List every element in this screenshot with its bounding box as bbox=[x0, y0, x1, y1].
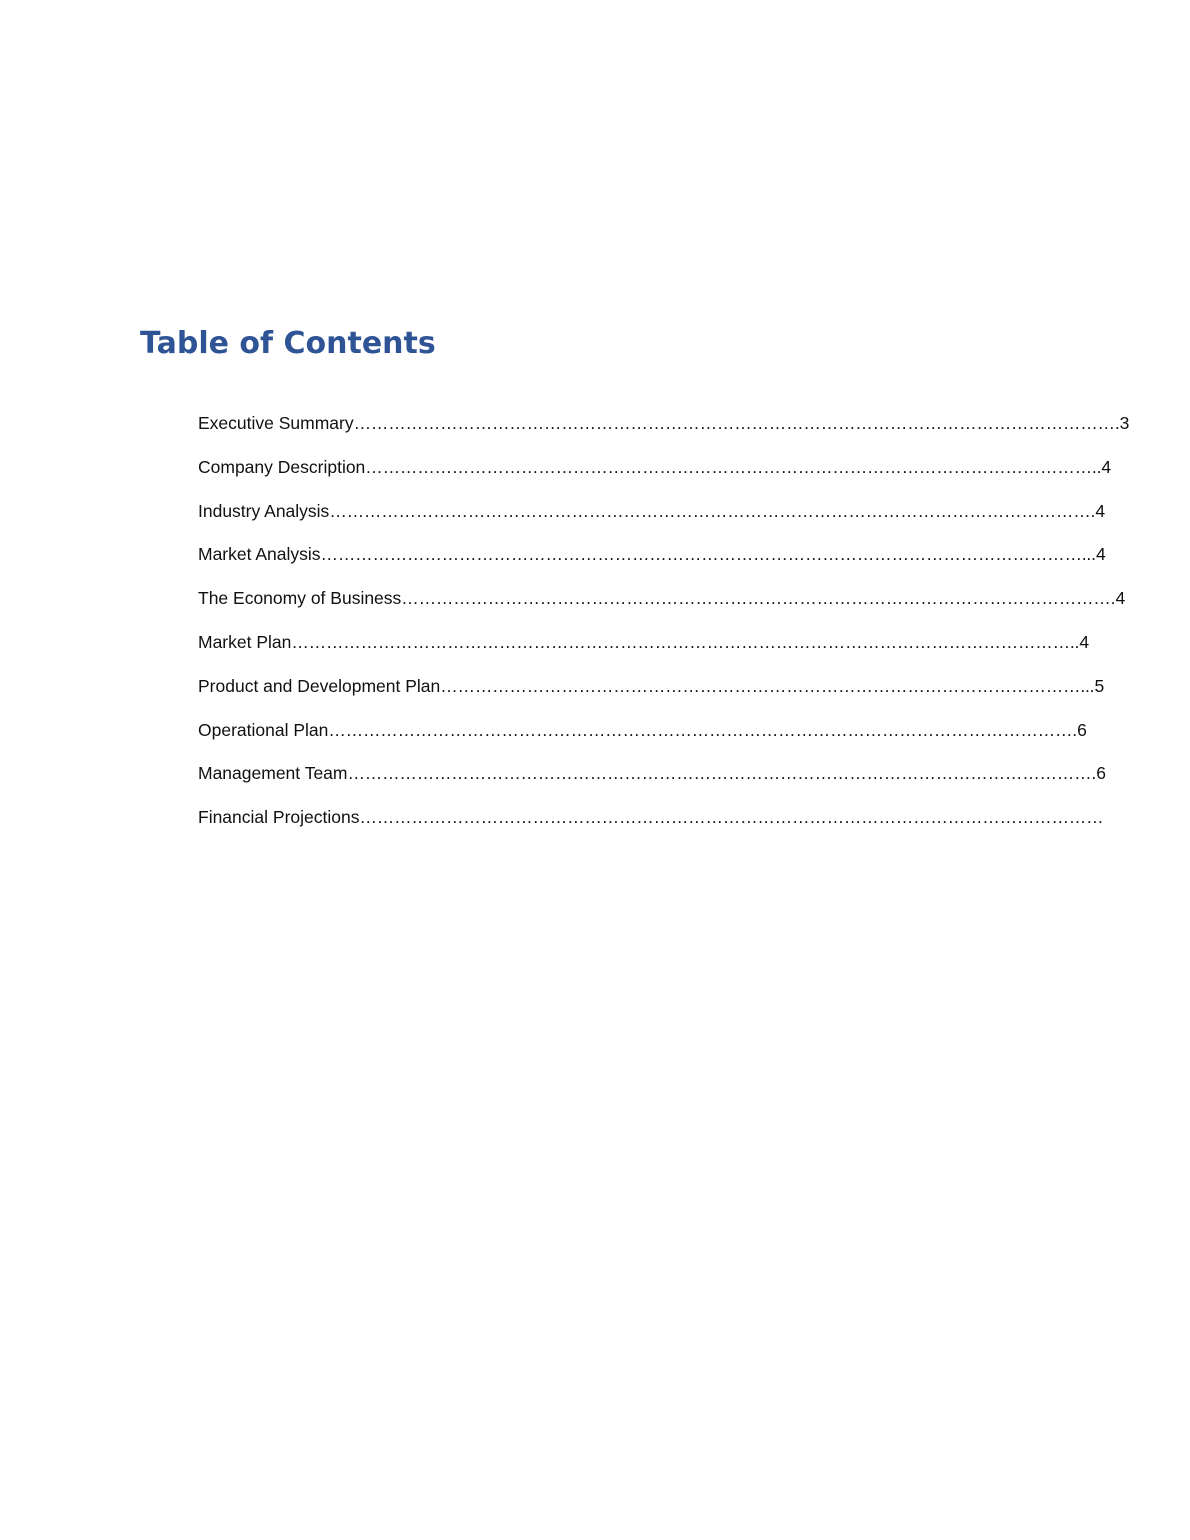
toc-entry-label: Company Description bbox=[198, 456, 366, 477]
toc-entry-operational-plan[interactable] bbox=[198, 715, 1129, 759]
toc-entry-label: Market Plan bbox=[198, 631, 292, 652]
toc-entry-market-analysis[interactable] bbox=[198, 539, 1129, 583]
toc-entry-leader: ………………………………………………………………………………………………………………. bbox=[365, 456, 1097, 477]
toc-entry-company-description[interactable] bbox=[198, 452, 1129, 496]
toc-entry-industry-analysis[interactable] bbox=[198, 496, 1129, 540]
toc-entry-economy-of-business[interactable] bbox=[198, 583, 1129, 627]
toc-entry-market-plan[interactable] bbox=[198, 627, 1129, 671]
toc-entry-page: .4 bbox=[1096, 456, 1112, 477]
toc-entry-leader: ………………………………………………………………………………………………….. bbox=[440, 675, 1090, 696]
toc-entry-page: .5 bbox=[1089, 675, 1105, 696]
toc-entry-label: Industry Analysis bbox=[198, 500, 330, 521]
toc-entry-page: .4 bbox=[1074, 631, 1090, 652]
toc-entry-leader: …………………………………………………………………………………………………………… bbox=[401, 588, 1111, 609]
toc-entry-management-team[interactable] bbox=[198, 758, 1129, 802]
toc-entry-label: Market Analysis bbox=[198, 544, 321, 565]
toc-entry-label: Product and Development Plan bbox=[198, 675, 441, 696]
toc-entry-page: .4 bbox=[1091, 544, 1106, 565]
toc-entry-leader: …………………………………………………………………………………………………………………… bbox=[329, 500, 1091, 521]
toc-entry-label: Operational Plan bbox=[198, 719, 329, 740]
toc-entry-financial-projections[interactable] bbox=[198, 802, 1129, 846]
toc-entry-product-development-plan[interactable] bbox=[198, 671, 1129, 715]
toc-entry-label: Executive Summary bbox=[198, 413, 354, 433]
toc-list bbox=[198, 408, 1129, 846]
toc-entry-page: .4 bbox=[1110, 588, 1126, 609]
toc-entry-executive-summary[interactable] bbox=[198, 408, 1129, 452]
toc-entry-leader: ………………………………………………………………………………………………………………………. bbox=[291, 631, 1075, 652]
toc-entry-leader: ………………………………………………………………………………………………………………… bbox=[347, 763, 1092, 784]
toc-entry-leader: ………………………………………………………………………………………………………………… bbox=[328, 719, 1073, 740]
toc-entry-page: .3 bbox=[1114, 413, 1130, 433]
toc-entry-leader: ………………………………………………………………………………………………………………… bbox=[359, 807, 1104, 828]
toc-entry-page: .6 bbox=[1072, 719, 1087, 740]
toc-entry-page: .4 bbox=[1090, 500, 1106, 521]
toc-entry-label: Financial Projections bbox=[198, 807, 360, 828]
toc-entry-leader: …………………………………………………………………………………………………………………… bbox=[353, 413, 1115, 433]
toc-entry-label: Management Team bbox=[198, 763, 348, 784]
toc-entry-page: .6 bbox=[1091, 763, 1107, 784]
toc-entry-leader: …………………………………………………………………………………………………………………….. bbox=[320, 544, 1092, 565]
toc-title: Table of Contents bbox=[140, 326, 436, 361]
toc-entry-label: The Economy of Business bbox=[198, 588, 402, 609]
